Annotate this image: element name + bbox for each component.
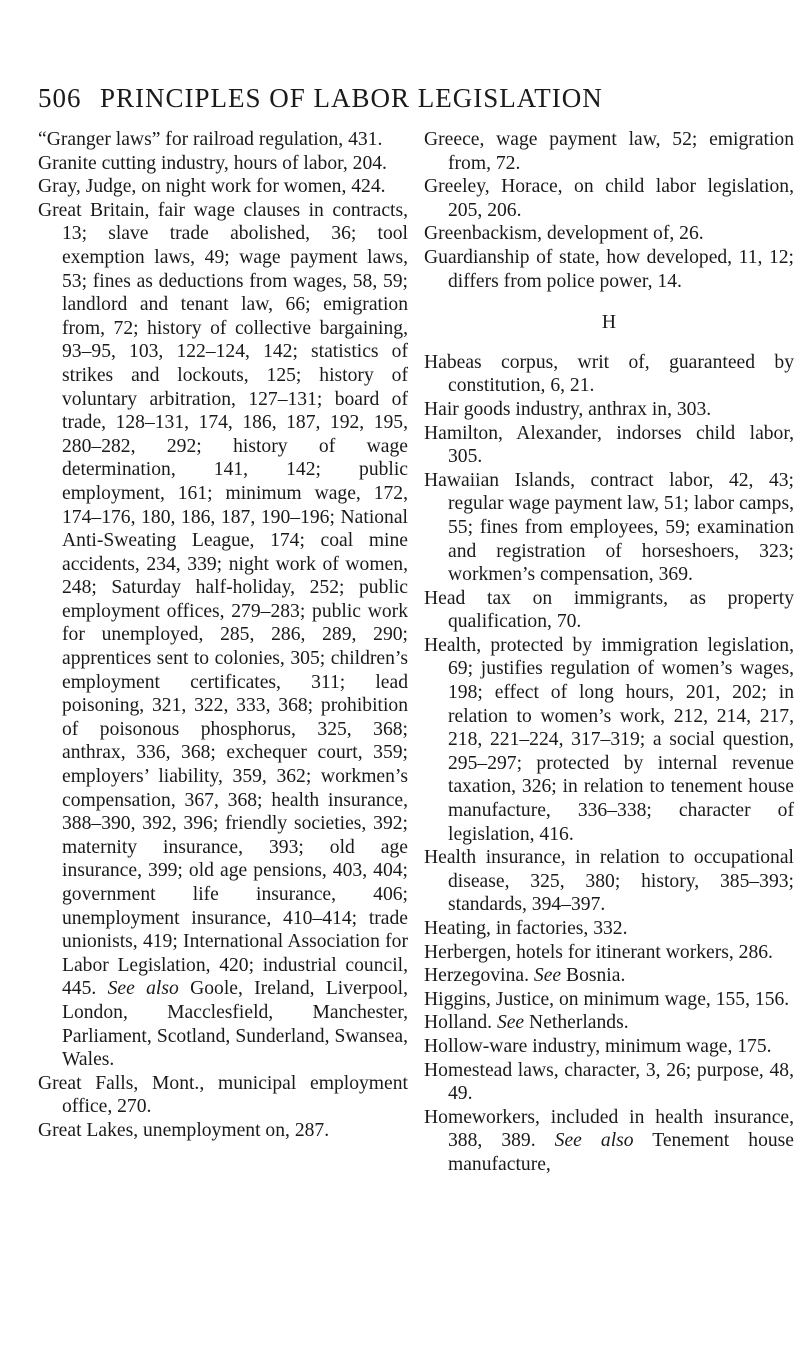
index-entry: Hollow-ware industry, minimum wage, 175. <box>424 1035 772 1057</box>
page-number: 506 <box>38 83 82 113</box>
index-entry: Heating, in factories, 332. <box>424 918 628 939</box>
index-entry: Habeas corpus, writ of, guaranteed by constitution, 6, 21. <box>424 351 794 397</box>
see-also-label: See also <box>554 1130 634 1152</box>
index-entry: Homeworkers, included in health insurance, 388, 389. See also Tenement house manufacture, <box>424 1106 794 1175</box>
index-entry: Great Lakes, unemployment on, 287. <box>38 1119 330 1141</box>
index-entry: Health insurance, in relation to occupational disease, 325, 380; history, 385–393; standards, 394–397. <box>424 847 794 916</box>
index-entry: Holland. See Netherlands. <box>424 1012 629 1034</box>
index-entry: Great Britain, fair wage clauses in contracts, 13; slave trade abolished, 36; tool exemption laws, 49; wage payment laws, 53; fines as deductions from wages, 58, 59; landlord and tenant law, 66; emigration from, 72; history of collective bargaining, 93–95, 103, 122–124, 142; statistics of strikes and lockouts, 125; history of voluntary arbitration, 127–131; board of trade, 128–131, 174, 186, 187, 192, 195, 280–282, 292; history of wage determination, 141, 142; public employment, 161; minimum wage, 172, 174–176, 180, 186, 187, 190–196; National Anti-Sweating League, 174; coal mine accidents, 234, 339; night work of women, 248; Saturday half-holiday, 252; public employment offices, 279–283; public work for unemployed, 285, 286, 289, 290; apprentices sent to colonies, 305; children’s employment certificates, 311; lead poisoning, 321, 322, 333, 368; prohibition of poisonous phosphorus, 325, 368; anthrax, 336, 368; exchequer court, 359; employers’ liability, 359, 362; workmen’s compensation, 367, 368; health insurance, 388–390, 392, 396; friendly societies, 392; maternity insurance, 393; old age insurance, 399; old age pensions, 403, 404; government life insurance, 406; unemployment insurance, 410–414; trade unionists, 419; International Association for Labor Legislation, 420; industrial council, 445. See also Goole, Ireland, Liverpool, London, Macclesfield, Manchester, Parliament, Scotland, Sunderland, Swansea, Wales. <box>38 199 409 1071</box>
index-entry: Higgins, Justice, on minimum wage, 155, 156. <box>424 988 790 1010</box>
index-entry: Greenbackism, development of, 26. <box>424 223 704 245</box>
left-column <box>38 128 408 1143</box>
index-entry: “Granger laws” for railroad regulation, 431. <box>38 129 383 150</box>
index-entry: Herbergen, hotels for itinerant workers, 286. <box>424 941 773 963</box>
see-also-label: See also <box>107 978 179 1000</box>
see-label: See <box>496 1012 525 1034</box>
index-entry: Greeley, Horace, on child labor legislation, 205, 206. <box>424 176 794 221</box>
see-label: See <box>533 965 562 987</box>
index-entry: Head tax on immigrants, as property qualification, 70. <box>424 587 794 633</box>
running-title: PRINCIPLES OF LABOR LEGISLATION <box>100 83 603 113</box>
index-entry: Guardianship of state, how developed, 11, 12; differs from police power, 14. <box>424 246 794 292</box>
index-entry: Homestead laws, character, 3, 26; purpose, 48, 49. <box>424 1059 794 1105</box>
section-letter: H <box>601 312 617 334</box>
index-entry: Health, protected by immigration legislation, 69; justifies regulation of women’s wages, 198; effect of long hours, 201, 202; in relation to women’s work, 212, 214, 217, 218, 221–224, 317–319; a social question, 295–297; protected by internal revenue taxation, 326; in relation to tenement house manufacture, 336–338; character of legislation, 416. <box>424 634 794 845</box>
index-entry: Hamilton, Alexander, indorses child labor, 305. <box>424 422 794 468</box>
index-entry: Gray, Judge, on night work for women, 424. <box>38 176 386 198</box>
right-column <box>424 128 794 1177</box>
index-entry: Greece, wage payment law, 52; emigration from, 72. <box>424 129 794 174</box>
page-header <box>38 82 780 114</box>
index-entry: Hair goods industry, anthrax in, 303. <box>424 398 712 420</box>
index-entry: Granite cutting industry, hours of labor, 204. <box>38 152 387 174</box>
index-entry: Great Falls, Mont., municipal employment office, 270. <box>38 1072 408 1118</box>
index-entry: Herzegovina. See Bosnia. <box>424 965 626 987</box>
index-entry: Hawaiian Islands, contract labor, 42, 43; regular wage payment law, 51; labor camps, 55; fines from employees, 59; examination and registration of horseshoers, 323; workmen’s compensation, 369. <box>424 469 794 586</box>
